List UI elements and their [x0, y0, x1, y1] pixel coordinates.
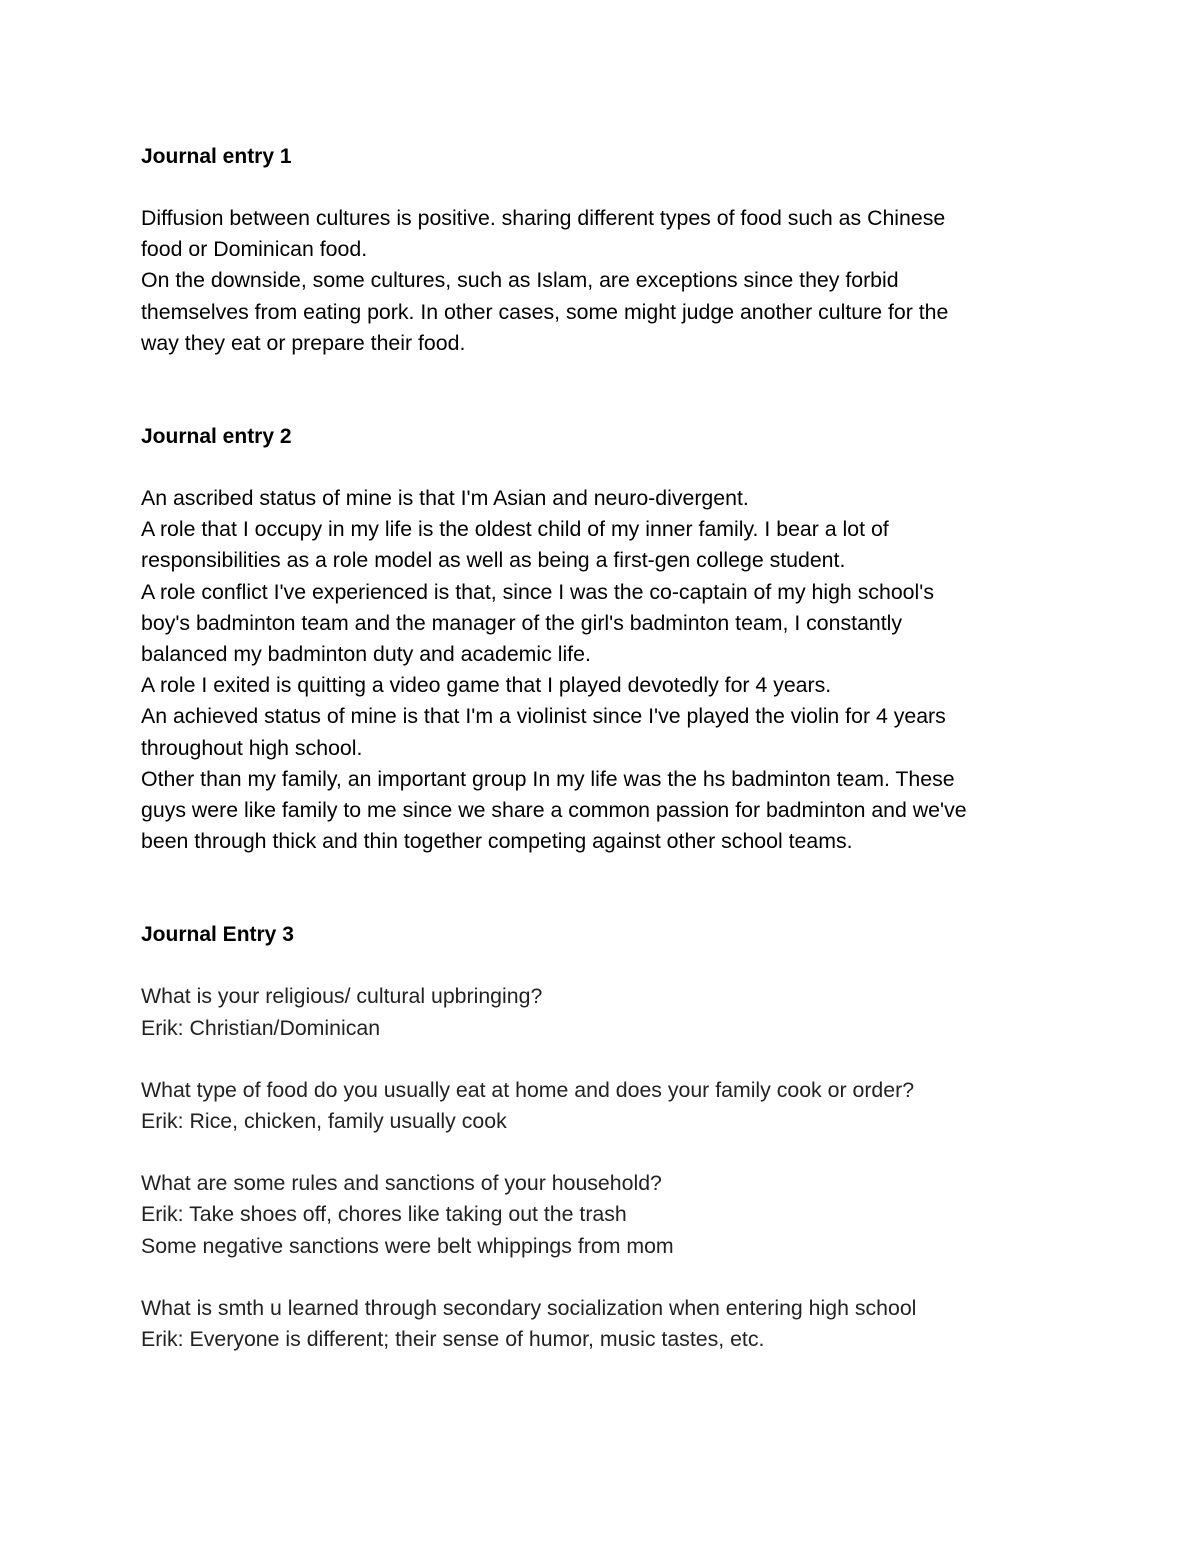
entry-2-line: A role conflict I've experienced is that, since I was the co-captain of my high school's	[141, 579, 934, 604]
entry-1-line: On the downside, some cultures, such as Islam, are exceptions since they forbid	[141, 268, 899, 293]
entry-2-line: throughout high school.	[141, 735, 363, 760]
entry-2-line: An ascribed status of mine is that I'm Asian and neuro-divergent.	[141, 486, 749, 511]
document-page	[141, 141, 1071, 1355]
entry-1-line: way they eat or prepare their food.	[141, 330, 466, 355]
entry-2-line: balanced my badminton duty and academic life.	[141, 642, 591, 667]
qa-block	[141, 1075, 1071, 1137]
answer: Erik: Everyone is different; their sense of humor, music tastes, etc.	[141, 1327, 765, 1352]
entry-2-line: An achieved status of mine is that I'm a violinist since I've played the violin for 4 years	[141, 704, 946, 729]
question: What is your religious/ cultural upbringing?	[141, 984, 543, 1009]
answer: Erik: Rice, chicken, family usually cook	[141, 1109, 507, 1134]
journal-entry-1	[141, 141, 1071, 359]
entry-1-title: Journal entry 1	[141, 145, 292, 168]
question: What type of food do you usually eat at home and does your family cook or order?	[141, 1077, 915, 1102]
entry-1-line: themselves from eating pork. In other cases, some might judge another culture for the	[141, 299, 949, 324]
entry-2-title: Journal entry 2	[141, 425, 292, 449]
journal-entry-3	[141, 919, 1071, 1355]
entry-1-line: food or Dominican food.	[141, 237, 368, 262]
question: What is smth u learned through secondary socialization when entering high school	[141, 1295, 917, 1320]
entry-2-line: A role I exited is quitting a video game that I played devotedly for 4 years.	[141, 673, 832, 698]
entry-2-line: responsibilities as a role model as well as being a first-gen college student.	[141, 548, 846, 573]
qa-block	[141, 981, 1071, 1043]
entry-2-line: guys were like family to me since we share a common passion for badminton and we've	[141, 798, 967, 823]
answer: Erik: Take shoes off, chores like taking out the trash	[141, 1202, 627, 1227]
answer: Some negative sanctions were belt whippings from mom	[141, 1233, 674, 1258]
qa-block	[141, 1168, 1071, 1262]
entry-1-line: Diffusion between cultures is positive. sharing different types of food such as Chinese	[141, 206, 946, 230]
journal-entry-2	[141, 421, 1071, 857]
entry-2-line: A role that I occupy in my life is the oldest child of my inner family. I bear a lot of	[141, 517, 889, 542]
entry-2-line: boy's badminton team and the manager of the girl's badminton team, I constantly	[141, 610, 903, 635]
entry-2-line: been through thick and thin together competing against other school teams.	[141, 829, 853, 854]
question: What are some rules and sanctions of your household?	[141, 1171, 662, 1196]
entry-2-line: Other than my family, an important group In my life was the hs badminton team. These	[141, 766, 955, 791]
answer: Erik: Christian/Dominican	[141, 1015, 381, 1040]
qa-block	[141, 1293, 1071, 1355]
entry-3-title: Journal Entry 3	[141, 923, 294, 947]
